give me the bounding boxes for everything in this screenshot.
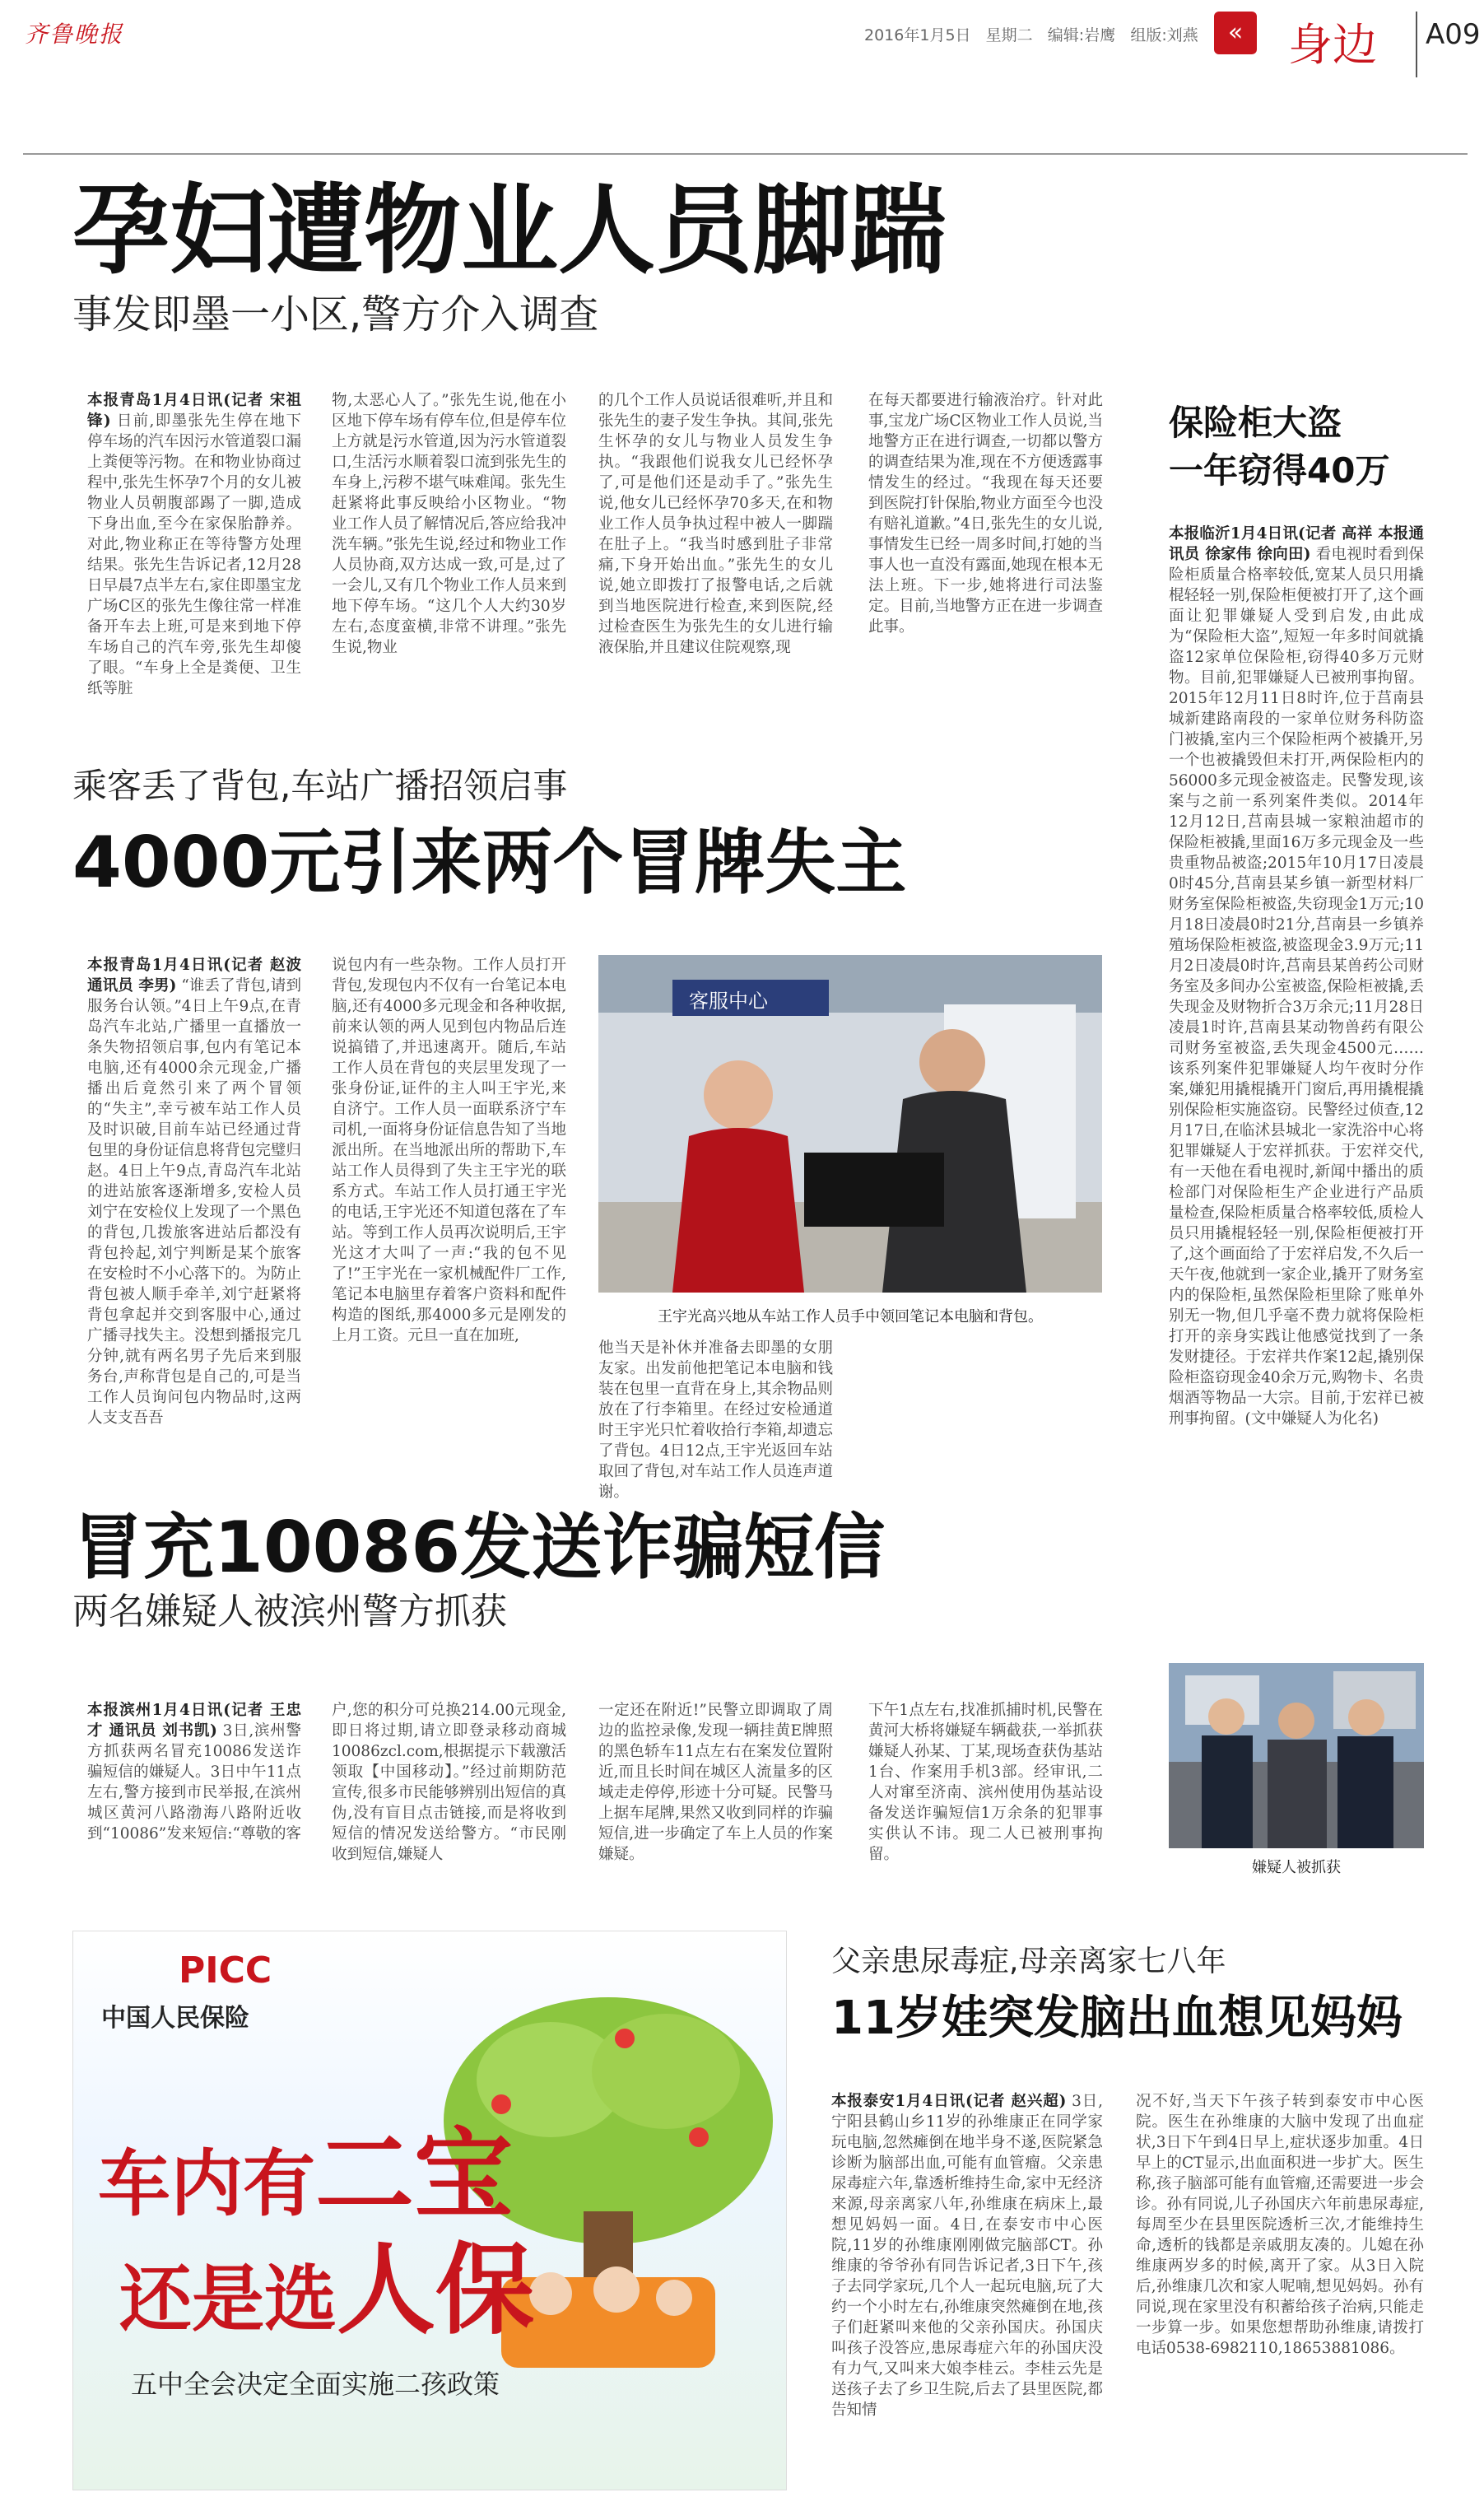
article2-caption: 嫌疑人被抓获 [1252, 1859, 1341, 1876]
article4-text1: 3日,滨州警方抓获两名冒充10086发送诈骗短信的嫌疑人。3日中午11点左右,警方接到市民举报,在滨州城区黄河八路渤海八路附近收到“10086”发来短信:“尊敬的客 [87, 1722, 302, 1842]
article3-col4 [868, 1338, 1103, 1461]
article4-col4: 下午1点左右,找准抓捕时机,民警在黄河大桥将嫌疑车辆截获,一举抓获嫌疑人孙某、丁某,现场查获伪基站1台、作案用手机3部。经审讯,二人对窜至济南、滨州使用伪基站设备发送诈骗短信1万余条的犯罪事实供认不讳。现二人已被刑事拘留。 [868, 1702, 1103, 1863]
header-rule [23, 153, 1468, 155]
article3-title: 4000元引来两个冒牌失主 [72, 822, 907, 904]
section-logo-icon: « [1214, 12, 1257, 54]
article3-photo [598, 955, 1102, 1293]
article4-col3: 一定还在附近!”民警立即调取了周边的监控录像,发现一辆挂黄E牌照的黑色轿车11点左右在案发位置附近,而且长时间在城区人流量多的区域走走停停,形迹十分可疑。民警马上据车尾牌,果然又收到同样的诈骗短信,进一步确定了车上人员的作案嫌疑。 [598, 1702, 833, 1863]
arrest-photo-illustration [1169, 1663, 1424, 1848]
picc-advertisement [72, 1931, 787, 2490]
article3-col2: 说包内有一些杂物。工作人员打开背包,发现包内不仅有一台笔记本电脑,还有4000多元现金和各种收据,前来认领的两人见到包内物品后连说搞错了,并迅速离开。随后,车站工作人员在背包的夹层里发现了一张身份证,证件的主人叫王宇光,来自济宁。工作人员一面联系济宁车司机,一面将身份证信息告知了当地派出所。在当地派出所的帮助下,车站工作人员得到了失主王宇光的联系方式。车站工作人员打通王宇光的电话,王宇光还不知道包落在了车站。等到工作人员再次说明后,王宇光这才大叫了一声:“我的包不见了!”王宇光在一家机械配件厂工作,笔记本电脑里存着客户资料和配件构造的图纸,那4000多元是刚发的上月工资。元旦一直在加班, [332, 957, 566, 1344]
article1-col2: 物,太恶心人了。”张先生说,他在小区地下停车场有停车位,但是停车位上方就是污水管道,因为污水管道裂口,生活污水顺着裂口流到张先生的车身上,污秽不堪气味难闻。张先生赶紧将此事反映给小区物业。“物业工作人员了解情况后,答应给我冲洗车辆。”张先生说,经过和物业工作人员协商,双方达成一致,可是,过了一会儿,又有几个物业工作人员来到地下停车场。“这几个人大约30岁左右,态度蛮横,非常不讲理。”张先生说,物业 [332, 392, 566, 656]
article1-text1: 日前,即墨张先生停在地下停车场的汽车因污水管道裂口漏上粪便等污物。在和物业协商过程中,张先生怀孕7个月的女儿被物业人员朝腹部踢了一脚,造成下身出血,至今在家保胎静养。对此,物业称正在等待警方处理结果。张先生告诉记者,12月28日早晨7点半左右,家住即墨宝龙广场C区的张先生像往常一样准备开车去上班,可是来到地下停车场自己的汽车旁,张先生却傻了眼。“车身上全是粪便、卫生纸等脏 [87, 412, 301, 697]
article3-caption: 王宇光高兴地从车站工作人员手中领回笔记本电脑和背包。 [658, 1308, 1043, 1325]
issue-date: 2016年1月5日 [864, 26, 971, 44]
ad-slogan2-a: 还是选 [119, 2257, 337, 2341]
article1-subtitle: 事发即墨一小区,警方介入调查 [72, 291, 599, 338]
article1-col3: 的几个工作人员说话很难听,并且和张先生的妻子发生争执。其间,张先生怀孕的女儿与物业人员发生争执。“我跟他们说我女儿已经怀孕了,可是他们还是动手了。”张先生说,他女儿已经怀孕70多天,在和物业工作人员争执过程中被人一脚踹在肚子上。“我当时感到肚子非常痛,下身开始出血。”张先生的女儿说,她立即拨打了报警电话,之后就到当地医院进行检查,来到医院,经过检查医生为张先生的女儿进行输液保胎,并且建议住院观察,现 [598, 392, 833, 656]
article5-col1 [831, 2091, 1103, 2495]
issue-meta [864, 23, 1198, 45]
article5-text1: 3日,宁阳县鹤山乡11岁的孙维康正在同学家玩电脑,忽然瘫倒在地半身不遂,医院紧急诊断为脑部出血,可能有血管瘤。父亲患尿毒症六年,靠透析维持生命,家中无经济来源,母亲离家八年,孙维康在病床上,最想见妈妈一面。4日,在泰安市中心医院,11岁的孙维康刚刚做完脑部CT。孙维康的爷爷孙有同告诉记者,3日下午,孩子去同学家玩,几个人一起玩电脑,玩了大约一个小时左右,孙维康突然瘫倒在地,孩子们赶紧叫来他的父亲孙国庆。孙国庆叫孩子没答应,患尿毒症六年的孙国庆没有力气,又叫来大娘李桂云。李桂云先是送孩子去了乡卫生院,后去了县里医院,都告知情 [831, 2093, 1104, 2419]
article4-subtitle: 两名嫌疑人被滨州警方抓获 [72, 1591, 507, 1633]
article4-lead: 本报滨州1月4日讯(记者 王忠才 通讯员 刘书凯) [87, 1702, 301, 1740]
article5-subtitle: 父亲患尿毒症,母亲离家七八年 [831, 1945, 1226, 1978]
article3-col1 [87, 955, 301, 1457]
article2-photo [1169, 1663, 1424, 1848]
header-divider [1416, 12, 1417, 77]
article1-col4: 在每天都要进行输液治疗。针对此事,宝龙广场C区物业工作人员说,当地警方正在进行调查,一切都以警方的调查结果为准,现在不方便透露事情发生的经过。“我现在每天还要到医院打针保胎,物业方面至今也没有赔礼道歉。”4日,张先生的女儿说,事情发生已经一周多时间,打她的当事人也一直没有露面,她现在根本无法上班。下一步,她将进行司法鉴定。目前,当地警方正在进一步调查此事。 [868, 392, 1103, 636]
article2-lead: 本报临沂1月4日讯(记者 高祥 本报通讯员 徐家伟 徐向田) [1169, 525, 1424, 563]
article4-col1 [87, 1700, 301, 1906]
article2-title-line2: 一年窃得40万 [1169, 450, 1390, 491]
article5-title: 11岁娃突发脑出血想见妈妈 [831, 1992, 1403, 2045]
ad-slogan2-b: 人保 [337, 2234, 535, 2348]
article4-col2: 户,您的积分可兑换214.00元现金,即日将过期,请立即登录移动商城10086zcl.com,根据提示下载激活领取【中国移动】。”经过前期防范宣传,很多市民能够辨别出短信的真伪,没有盲目点击链接,而是将收到短信的情况发送给警方。“市民刚收到短信,嫌疑人 [332, 1702, 566, 1863]
article5-col2: 况不好,当天下午孩子转到泰安市中心医院。医生在孙维康的大脑中发现了出血症状,3日下午到4日早上,症状逐步加重。4日早上的CT显示,出血面积进一步扩大。医生称,孩子脑部可能有血管瘤,还需要进一步会诊。孙有同说,儿子孙国庆六年前患尿毒症,每周至少在县里医院透析三次,才能维持生命,透析的钱都是亲戚朋友凑的。儿媳在孙维康两岁多的时候,离开了家。从3日入院后,孙维康几次和家人呢喃,想见妈妈。孙有同说,现在家里没有积蓄给孩子治病,只能走一步算一步。如果您想帮助孙维康,请拨打电话0538-6982110,18653881086。 [1136, 2093, 1424, 2357]
article2-body [1169, 524, 1424, 1627]
article1-lead: 本报青岛1月4日讯(记者 宋祖锋) [87, 392, 301, 430]
photo-sign: 客服中心 [689, 990, 768, 1013]
article3-text1: “谁丢了背包,请到服务台认领。”4日上午9点,在青岛汽车北站,广播里一直播放一条失物招领启事,包内有笔记本电脑,还有4000余元现金,广播播出后竟然引来了两个冒领的“失主”,幸亏被车站工作人员及时识破,目前车站已经通过背包里的身份证信息将背包完璧归赵。4日上午9点,青岛汽车北站的进站旅客逐渐增多,安检人员刘宁在安检仪上发现了一个黑色的背包,几拨旅客进站后都没有背包拎起,刘宁判断是某个旅客在安检时不小心落下的。为防止背包被人顺手牵羊,刘宁赶紧将背包拿起并交到客服中心,通过广播寻找失主。没想到播报完几分钟,就有两名男子先后来到服务台,声称背包是自己的,可是当工作人员询问包内物品时,这两人支支吾吾 [87, 977, 302, 1427]
ad-logo: PICC [179, 1950, 272, 1992]
article2-text: 看电视时看到保险柜质量合格率较低,宽某人员只用撬棍轻轻一别,保险柜便被打开了,这个画面让犯罪嫌疑人受到启发,由此成为“保险柜大盗”,短短一年多时间就撬盗12家单位保险柜,窃得40多万元财物。目前,犯罪嫌疑人已被刑事拘留。2015年12月11日8时许,位于莒南县城新建路南段的一家单位财务科防盗门被撬,室内三个保险柜两个被撬开,另一个也被撬毁但未打开,两保险柜内的56000多元现金被盗走。民警发现,该案与之前一系列案件类似。2014年12月12日,莒南县城一家粮油超市的保险柜被撬,里面16万多元现金及一些贵重物品被盗;2015年10月17日凌晨0时45分,莒南县某乡镇一新型材料厂财务室保险柜被盗,失窃现金1万元;10月18日凌晨0时21分,莒南县一乡镇养殖场保险柜被盗,被盗现金3.9万元;11月2日凌晨0时许,莒南县某兽药公司财务室及多间办公室被盗,保险柜被撬,丢失现金及财物折合3万余元;11月28日凌晨1时许,莒南县某动物兽药有限公司财务室被盗,丢失现金4500元……该系列案件犯罪嫌疑人均午夜时分作案,嫌犯用撬棍撬开门窗后,再用撬棍撬别保险柜实施盗窃。民警经过侦查,12月17日,在临沭县城北一家洗浴中心将犯罪嫌疑人于宏祥抓获。于宏祥交代,有一天他在看电视时,新闻中播出的质检部门对保险柜生产企业进行产品质量检查,保险柜质量合格率较低,质检人员只用撬棍轻轻一别,保险柜便被打开了,这个画面给了于宏祥启发,不久后一天午夜,他就到一家企业,撬开了财务室内的保险柜,虽然保险柜里除了账单外别无一物,但几乎毫不费力就将保险柜打开的亲身实践让他感觉找到了一条发财捷径。于宏祥共作案12起,撬别保险柜盗窃现金40余万元,购物卡、名贵烟酒等物品一大宗。目前,于宏祥已被刑事拘留。(文中嫌疑人为化名) [1169, 546, 1424, 1428]
ad-tagline: 五中全会决定全面实施二孩政策 [131, 2369, 500, 2400]
article3-col3: 他当天是补休并准备去即墨的女朋友家。出发前他把笔记本电脑和钱装在包里一直背在身上,其余物品则放在了行李箱里。在经过安检通道时王宇光只忙着收拾行李箱,却遗忘了背包。4日12点,王宇光返回车站取回了背包,对车站工作人员连声道谢。 [598, 1339, 833, 1501]
article1-col1 [87, 390, 301, 720]
issue-editor: 编辑:岩鹰 [1047, 26, 1116, 44]
ad-company: 中国人民保险 [101, 2004, 249, 2033]
article3-subtitle: 乘客丢了背包,车站广播招领启事 [72, 766, 568, 806]
ad-slogan1-b: 二宝 [315, 2118, 514, 2233]
article3-lead: 本报青岛1月4日讯(记者 赵波 通讯员 李男) [87, 957, 301, 995]
ad-slogan1-a: 车内有 [98, 2141, 316, 2226]
article4-title: 冒充10086发送诈骗短信 [72, 1507, 886, 1589]
article1-title: 孕妇遭物业人员脚踹 [72, 174, 947, 287]
section-title: 身边 [1288, 19, 1377, 71]
ad-slogan-line2 [119, 2211, 534, 2353]
article5-lead: 本报泰安1月4日讯(记者 赵兴超) [831, 2093, 1067, 2110]
article2-title-line1: 保险柜大盗 [1169, 403, 1342, 443]
newspaper-brand: 齐鲁晚报 [25, 21, 124, 48]
issue-weekday: 星期二 [985, 26, 1033, 44]
issue-layout: 组版:刘燕 [1130, 26, 1198, 44]
page-number: A09 [1426, 18, 1481, 51]
station-photo-illustration [598, 955, 1102, 1293]
